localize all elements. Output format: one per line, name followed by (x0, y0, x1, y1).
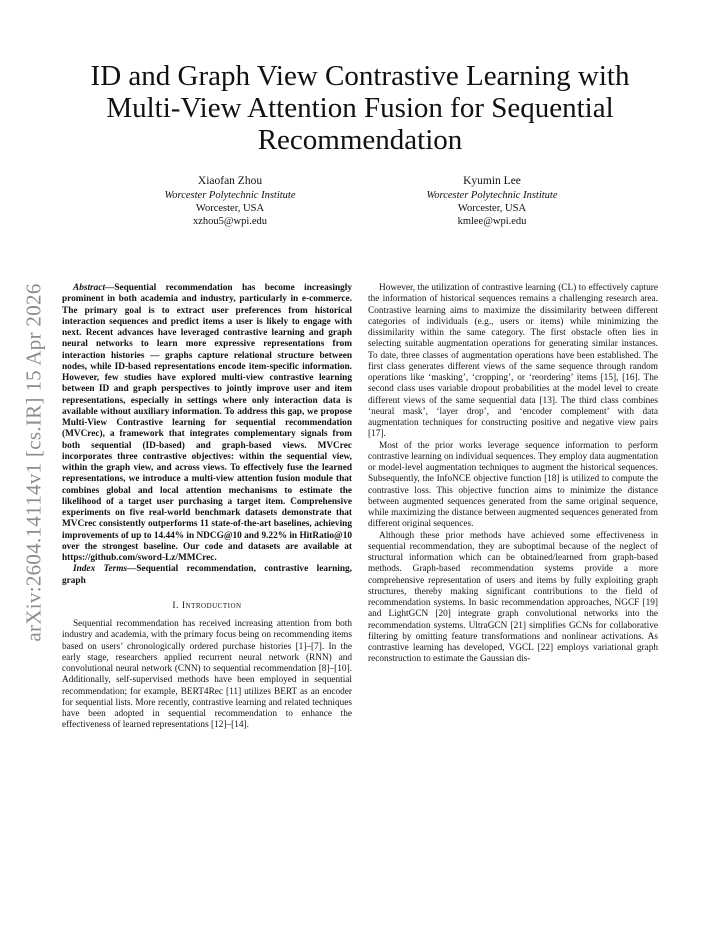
paper-title: ID and Graph View Contrastive Learning with Multi-View Attention Fusion for Sequential Recommendation (90, 60, 630, 156)
author-email: xzhou5@wpi.edu (192, 216, 268, 227)
intro-paragraph-3: Most of the prior works leverage sequence information to perform contrastive learning on individual sequences. They employ data augmentation or model-level augmentation techniques to augment the historical sequences. Subsequently, the InfoNCE objective function [18] is utilized to compute the contrastive loss. This objective function aims to minimize the distance between augmented sequences generated from the same original sequence, while maximizing the distance between augmented sequences generated from different original sequences. (368, 440, 658, 530)
author-affiliation: Worcester Polytechnic Institute (164, 190, 296, 201)
index-terms-label: Index Terms (73, 564, 128, 575)
author-affiliation: Worcester Polytechnic Institute (426, 190, 558, 201)
intro-paragraph-4: Although these prior methods have achieved some effectiveness in sequential recommendation, they are suboptimal because of the neglect of structural information which can be obtained/learned from graph-based methods. Graph-based recommendation systems provide a more comprehensive representation of users and items by fully exploiting graph structures, thereby making significant contributions to the field of recommendation systems. In basic recommendation approaches, NGCF [19] and LightGCN [20] integrate graph convolutional networks into the recommendation systems. UltraGCN [21] simplifies GCNs for collaborative filtering by omitting feature transformations and nonlinear activations. As contrastive learning has developed, VGCL [22] employs variational graph reconstruction to estimate the Gaussian dis- (368, 530, 658, 665)
abstract (62, 283, 352, 564)
author-location: Worcester, USA (457, 203, 527, 214)
arxiv-identifier (14, 262, 54, 662)
left-column (62, 283, 352, 732)
author-location: Worcester, USA (195, 203, 265, 214)
author-block-1 (110, 175, 350, 228)
section-title: Introduction (181, 600, 242, 611)
author-name: Xiaofan Zhou (197, 175, 263, 187)
author-block-2 (372, 175, 612, 228)
intro-paragraph-2: However, the utilization of contrastive learning (CL) to effectively capture the information of historical sequences remains a challenging research area. Contrastive learning aims to maximize the dissimilarity between different categories of individuals (e.g., users or items) while minimizing the dissimilarity within the same category. The first obstacle often lies in selecting suitable augmentation operations for generating similar instances. To date, three classes of augmentation operations have been established. The first class generates different views of the same sequence through random operations like ‘masking’, ‘cropping’, or ‘reordering’ items [15], [16]. The second class uses variable dropout probabilities at the model level to create different views of the same sequential data [13]. The third class combines ‘neural mask’, ‘layer drop’, and ‘encoder complement’ with data augmentation techniques for constructing positive and negative view pairs [17]. (368, 283, 658, 440)
section-heading-introduction (62, 601, 352, 612)
abstract-text: —Sequential recommendation has become increasingly prominent in both academia and industry, particularly in e-commerce. The primary goal is to extract user preferences from historical interaction sequences and predict items a user is likely to engage with next. Recent advances have leveraged contrastive learning and graph neural networks to learn more expressive representations from interaction histories — graphs capture relational structure between nodes, while ID-based representations encode item-specific information. However, few studies have explored multi-view contrastive learning between ID and graph perspectives to jointly improve user and item representations, especially in settings where only interaction data is available without auxiliary information. To address this gap, we propose Multi-View Contrastive learning for sequential recommendation (MVCrec), a framework that integrates complementary signals from both sequential (ID-based) and graph-based views. MVCrec incorporates three contrastive objectives: within the sequential view, within the graph view, and across views. To effectively fuse the learned representations, we introduce a multi-view attention fusion module that combines global and local attention mechanisms to estimate the likelihood of a target user purchasing a target item. Comprehensive experiments on five real-world benchmark datasets demonstrate that MVCrec consistently outperforms 11 state-of-the-art baselines, achieving improvements of up to 14.44% in NDCG@10 and 9.22% in HitRatio@10 over the strongest baseline. Our code and datasets are available at https://github.com/sword-Lz/MMCrec. (62, 283, 352, 563)
right-column (368, 283, 658, 666)
author-email: kmlee@wpi.edu (457, 216, 527, 227)
intro-paragraph-1: Sequential recommendation has received increasing attention from both industry and academia, with the primary focus being on recommending items based on users’ chronologically ordered purchase histories [1]–[7]. In the early stage, researchers applied recurrent neural network (RNN) and convolutional neural network (CNN) to sequential recommendation [8]–[10]. Additionally, self-supervised methods have been employed in sequential recommendation; for example, BERT4Rec [11] utilizes BERT as an encoder for sequential lists. More recently, contrastive learning and related techniques have been adopted in sequential recommendation to enhance the effectiveness of learned representations [12]–[14]. (62, 619, 352, 731)
arxiv-identifier-text: arXiv:2604.14114v1 [cs.IR] 15 Apr 2026 (21, 282, 46, 642)
abstract-label: Abstract (73, 283, 106, 293)
index-terms-text: —Sequential recommendation, contrastive learning, graph (62, 564, 352, 586)
index-terms (62, 564, 352, 587)
author-name: Kyumin Lee (463, 175, 521, 187)
section-number: I. (172, 600, 182, 611)
